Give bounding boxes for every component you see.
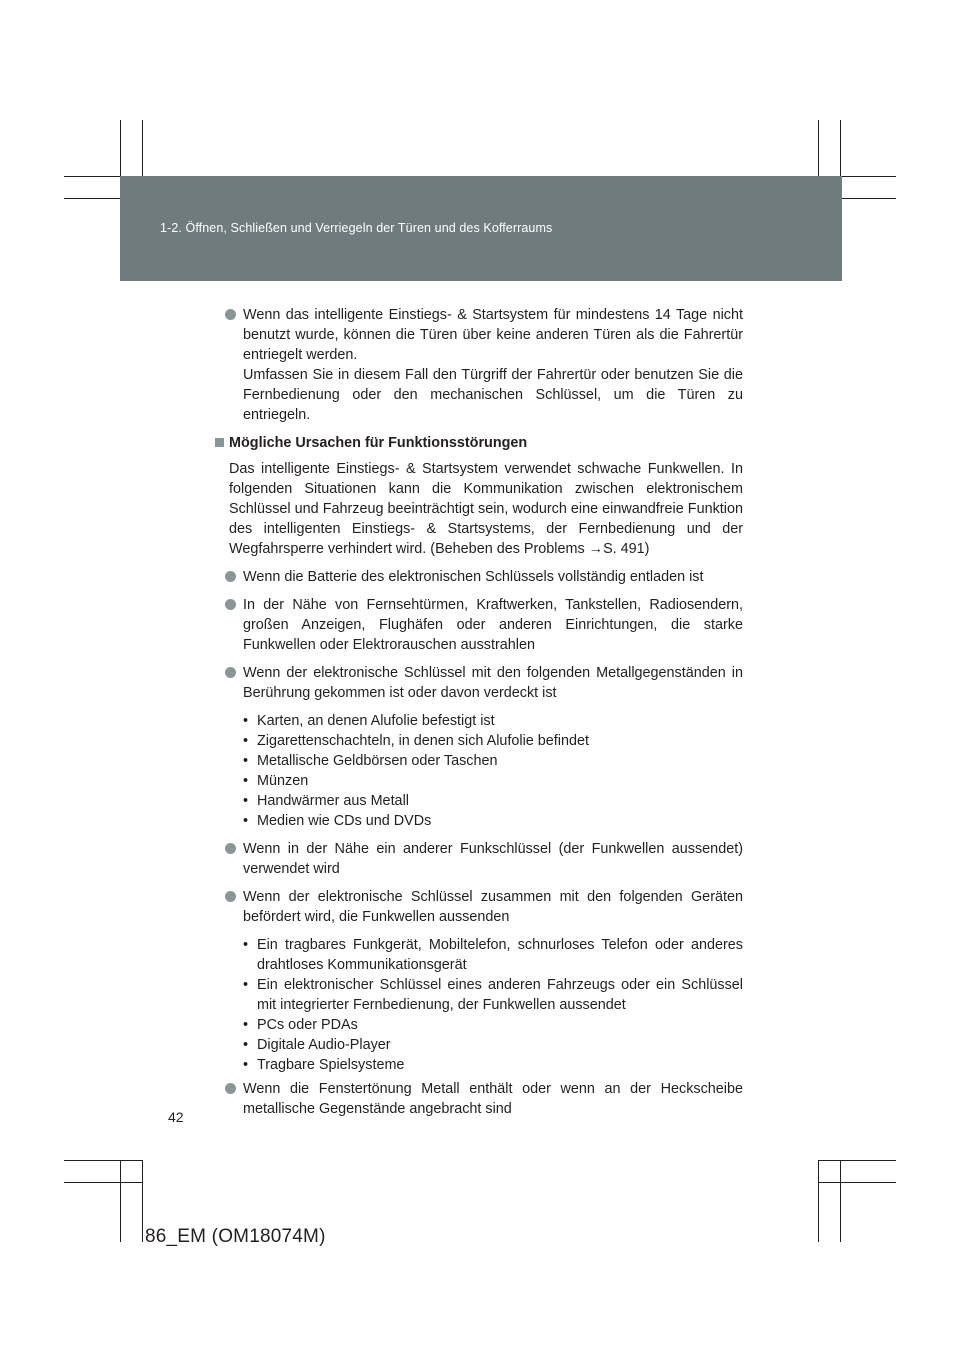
crop-mark: [64, 1160, 142, 1161]
document-code: 86_EM (OM18074M): [145, 1226, 326, 1247]
crop-mark: [818, 1160, 819, 1242]
list-item: • Metallische Geldbörsen oder Taschen: [243, 753, 498, 769]
crop-mark: [818, 1160, 896, 1161]
bullet-text: In der Nähe von Fernsehtürmen, Kraftwerken, Tankstellen, Radiosendern, großen Anzeigen, Flughäfen oder anderen Einrichtungen, die starke Funkwellen oder Elektrorauschen ausstrahlen: [243, 597, 743, 653]
bullet-point: [215, 595, 743, 655]
bullet-point: [215, 839, 743, 879]
section-paragraph: Das intelligente Einstiegs- & Startsystem verwendet schwache Funkwellen. In folgenden Situationen kann die Kommunikation zwischen elektronischem Schlüssel und Fahrzeug beeinträchtigt sein, wodurch eine einwandfreie Funktion des intelligenten Einstiegs- & Startsystems, der Fernbedienung und der Wegfahrsperre verhindert wird. (Beheben des Problems →S. 491): [229, 461, 743, 557]
list-item: • Münzen: [243, 773, 309, 789]
page-content: [215, 305, 743, 1127]
crop-mark: [840, 1160, 841, 1242]
bullet-dot-icon: [225, 667, 236, 678]
bullet-text: Wenn der elektronische Schlüssel mit den folgenden Metallgegenständen in Berührung gekommen ist oder davon verdeckt ist: [243, 665, 743, 701]
bullet-dot-icon: [225, 571, 236, 582]
crop-mark: [64, 1182, 142, 1183]
list-item: • Ein tragbares Funkgerät, Mobiltelefon, schnurloses Telefon oder anderes drahtloses Kommunikationsgerät: [243, 937, 743, 973]
square-bullet-icon: [215, 438, 224, 447]
bullet-point: [215, 567, 743, 587]
page-number: 42: [168, 1109, 184, 1125]
section-heading: [215, 433, 743, 453]
list-item: • Ein elektronischer Schlüssel eines anderen Fahrzeugs oder ein Schlüssel mit integrierter Fernbedienung, der Funkwellen aussendet: [243, 977, 743, 1013]
crop-mark: [120, 1160, 121, 1242]
bullet-point: [215, 663, 743, 703]
sub-list: [215, 711, 743, 831]
bullet-text: Umfassen Sie in diesem Fall den Türgriff der Fahrertür oder benutzen Sie die Fernbedienung oder den mechanischen Schlüssel, um die Türen zu entriegeln.: [243, 367, 743, 423]
list-item: • Medien wie CDs und DVDs: [243, 813, 432, 829]
chapter-header: [120, 176, 842, 281]
bullet-text: Wenn die Fenstertönung Metall enthält oder wenn an der Heckscheibe metallische Gegenstände angebracht sind: [243, 1081, 743, 1117]
bullet-dot-icon: [225, 599, 236, 610]
bullet-dot-icon: [225, 1083, 236, 1094]
crop-mark: [818, 1182, 896, 1183]
bullet-text: Wenn das intelligente Einstiegs- & Startsystem für mindestens 14 Tage nicht benutzt wurde, können die Türen über keine anderen Türen als die Fahrertür entriegelt werden.: [243, 307, 743, 363]
bullet-text: Wenn der elektronische Schlüssel zusammen mit den folgenden Geräten befördert wird, die Funkwellen aussenden: [243, 889, 743, 925]
bullet-dot-icon: [225, 309, 236, 320]
list-item: • Handwärmer aus Metall: [243, 793, 409, 809]
bullet-point: [215, 1079, 743, 1119]
bullet-dot-icon: [225, 891, 236, 902]
list-item: • Tragbare Spielsysteme: [243, 1057, 405, 1073]
list-item: • Digitale Audio-Player: [243, 1037, 391, 1053]
list-item: • Karten, an denen Alufolie befestigt ist: [243, 713, 495, 729]
bullet-dot-icon: [225, 843, 236, 854]
bullet-point: [215, 887, 743, 927]
sub-list: [215, 935, 743, 1075]
list-item: • PCs oder PDAs: [243, 1017, 358, 1033]
bullet-text: Wenn die Batterie des elektronischen Schlüssels vollständig entladen ist: [243, 569, 704, 585]
section-heading-text: Mögliche Ursachen für Funktionsstörungen: [229, 435, 528, 451]
crop-mark: [142, 1160, 143, 1242]
bullet-point: [215, 305, 743, 425]
bullet-text: Wenn in der Nähe ein anderer Funkschlüssel (der Funkwellen aussendet) verwendet wird: [243, 841, 743, 877]
list-item: • Zigarettenschachteln, in denen sich Alufolie befindet: [243, 733, 590, 749]
chapter-title: 1-2. Öffnen, Schließen und Verriegeln der Türen und des Kofferraums: [160, 221, 553, 235]
